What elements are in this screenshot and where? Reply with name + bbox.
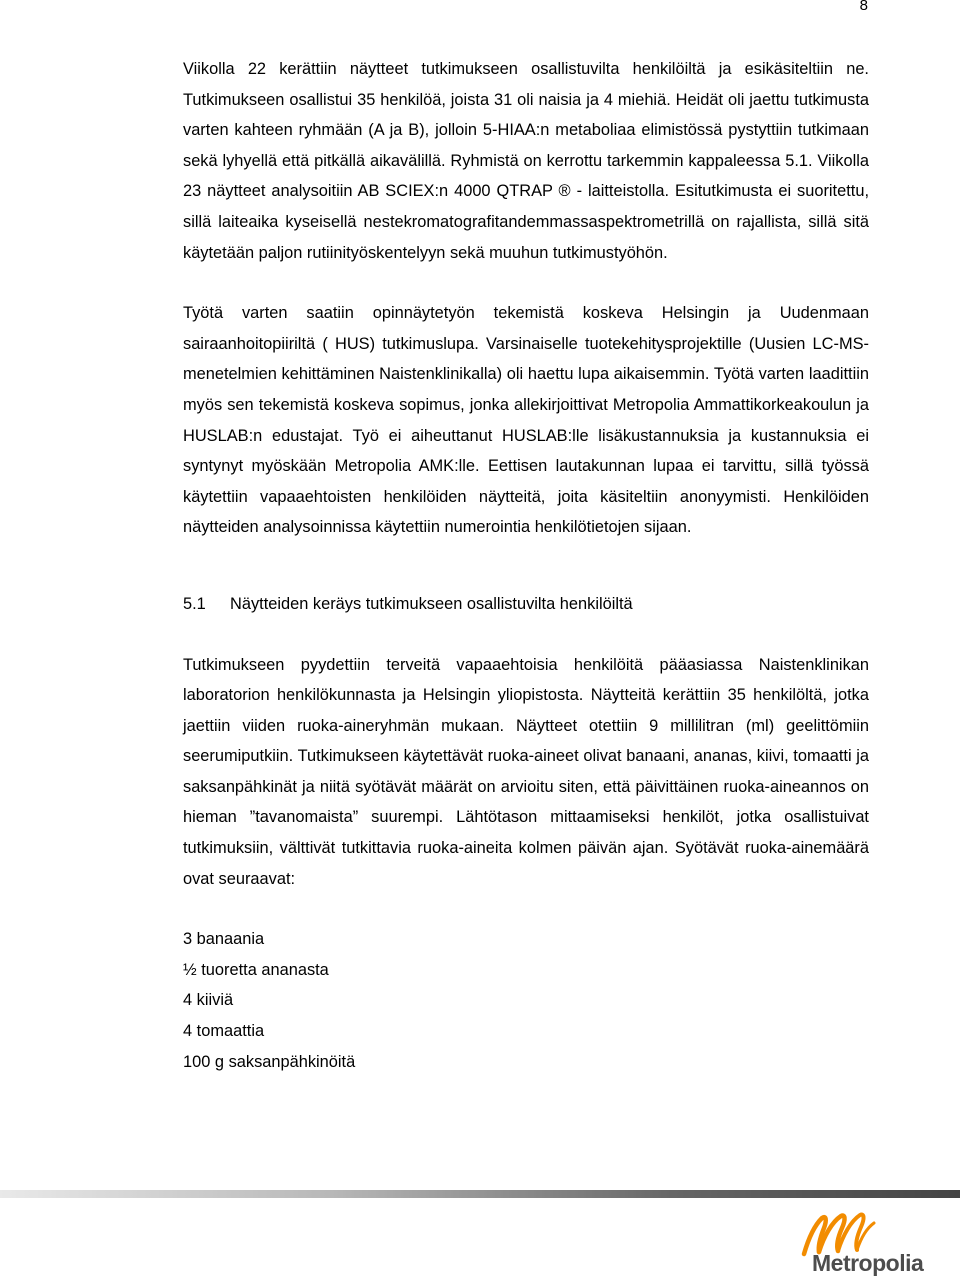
paragraph-sample-collection: Viikolla 22 kerättiin näytteet tutkimukseen osallistuvilta henkilöiltä ja esikäsiteltiin ne. Tutkimukseen osallistui 35 henkilöä, joista 31 oli naisia ja 4 miehiä. Heidät oli jaettu tutkimusta varten kahteen ryhmään (A ja B), jolloin 5-HIAA:n metaboliaa elimistössä pystyttiin tutkimaan sekä lyhyellä että pitkällä aikavälillä. Ryhmistä on kerrottu tarkemmin kappaleessa 5.1. Viikolla 23 näytteet analysoitiin AB SCIEX:n 4000 QTRAP ® - laitteistolla. Esitutkimusta ei suoritettu, sillä laiteaika kyseisellä nestekromatografitandemmassaspektrometrillä on rajallista, sillä sitä käytetään paljon rutiinityöskentelyyn sekä muuhun tutkimustyöhön. [183, 60, 869, 262]
metropolia-logo [800, 1206, 924, 1276]
page-number: 8 [859, 0, 868, 14]
section-heading [183, 589, 869, 620]
document-body [183, 54, 869, 1077]
food-list [183, 924, 869, 1077]
logo-text: Metropolia [812, 1250, 924, 1276]
paragraph-research-permit: Työtä varten saatiin opinnäytetyön tekemistä koskeva Helsingin ja Uudenmaan sairaanhoitopiiriltä ( HUS) tutkimuslupa. Varsinaiselle tuotekehitysprojektille (Uusien LC-MS-menetelmien kehittäminen Naistenklinikalla) oli haettu lupa aikaisemmin. Työtä varten laadittiin myös sen tekemistä koskeva sopimus, jonka allekirjoittivat Metropolia Ammattikorkeakoulun ja HUSLAB:n edustajat. Työ ei aiheuttanut HUSLAB:lle lisäkustannuksia ja kustannuksia ei syntynyt myöskään Metropolia AMK:lle. Eettisen lautakunnan lupaa ei tarvittu, sillä työssä käytettiin vapaaehtoisten henkilöiden näytteitä, joita käsiteltiin anonyymisti. Henkilöiden näytteiden analysoinnissa käytettiin numerointia henkilötietojen sijaan. [183, 304, 869, 537]
list-item: ½ tuoretta ananasta [183, 960, 329, 979]
footer-bar [0, 1190, 960, 1198]
section-number: 5.1 [183, 594, 206, 613]
list-item: 100 g saksanpähkinöitä [183, 1052, 356, 1071]
paragraph-participants: Tutkimukseen pyydettiin terveitä vapaaehtoisia henkilöitä pääasiassa Naistenklinikan laboratorion henkilökunnasta ja Helsingin yliopistosta. Näytteitä kerättiin 35 henkilöltä, jotka jaettiin viiden ruoka-aineryhmän mukaan. Näytteet otettiin 9 millilitran (ml) geelittömiin seerumiputkiin. Tutkimukseen käytettävät ruoka-aineet olivat banaani, ananas, kiivi, tomaatti ja saksanpähkinät ja niitä syötävät määrät on arvioitu siten, että päivittäinen ruoka-aineannos on hieman ”tavanomaista” suurempi. Lähtötason mittaamiseksi henkilöt, jotka osallistuivat tutkimuksiin, välttivät tutkittavia ruoka-aineita kolmen päivän ajan. Syötävät ruoka-ainemäärä ovat seuraavat: [183, 655, 869, 888]
section-title: Näytteiden keräys tutkimukseen osallistuvilta henkilöiltä [230, 594, 633, 613]
list-item: 3 banaania [183, 930, 265, 949]
list-item: 4 kiiviä [183, 991, 234, 1010]
list-item: 4 tomaattia [183, 1022, 265, 1041]
